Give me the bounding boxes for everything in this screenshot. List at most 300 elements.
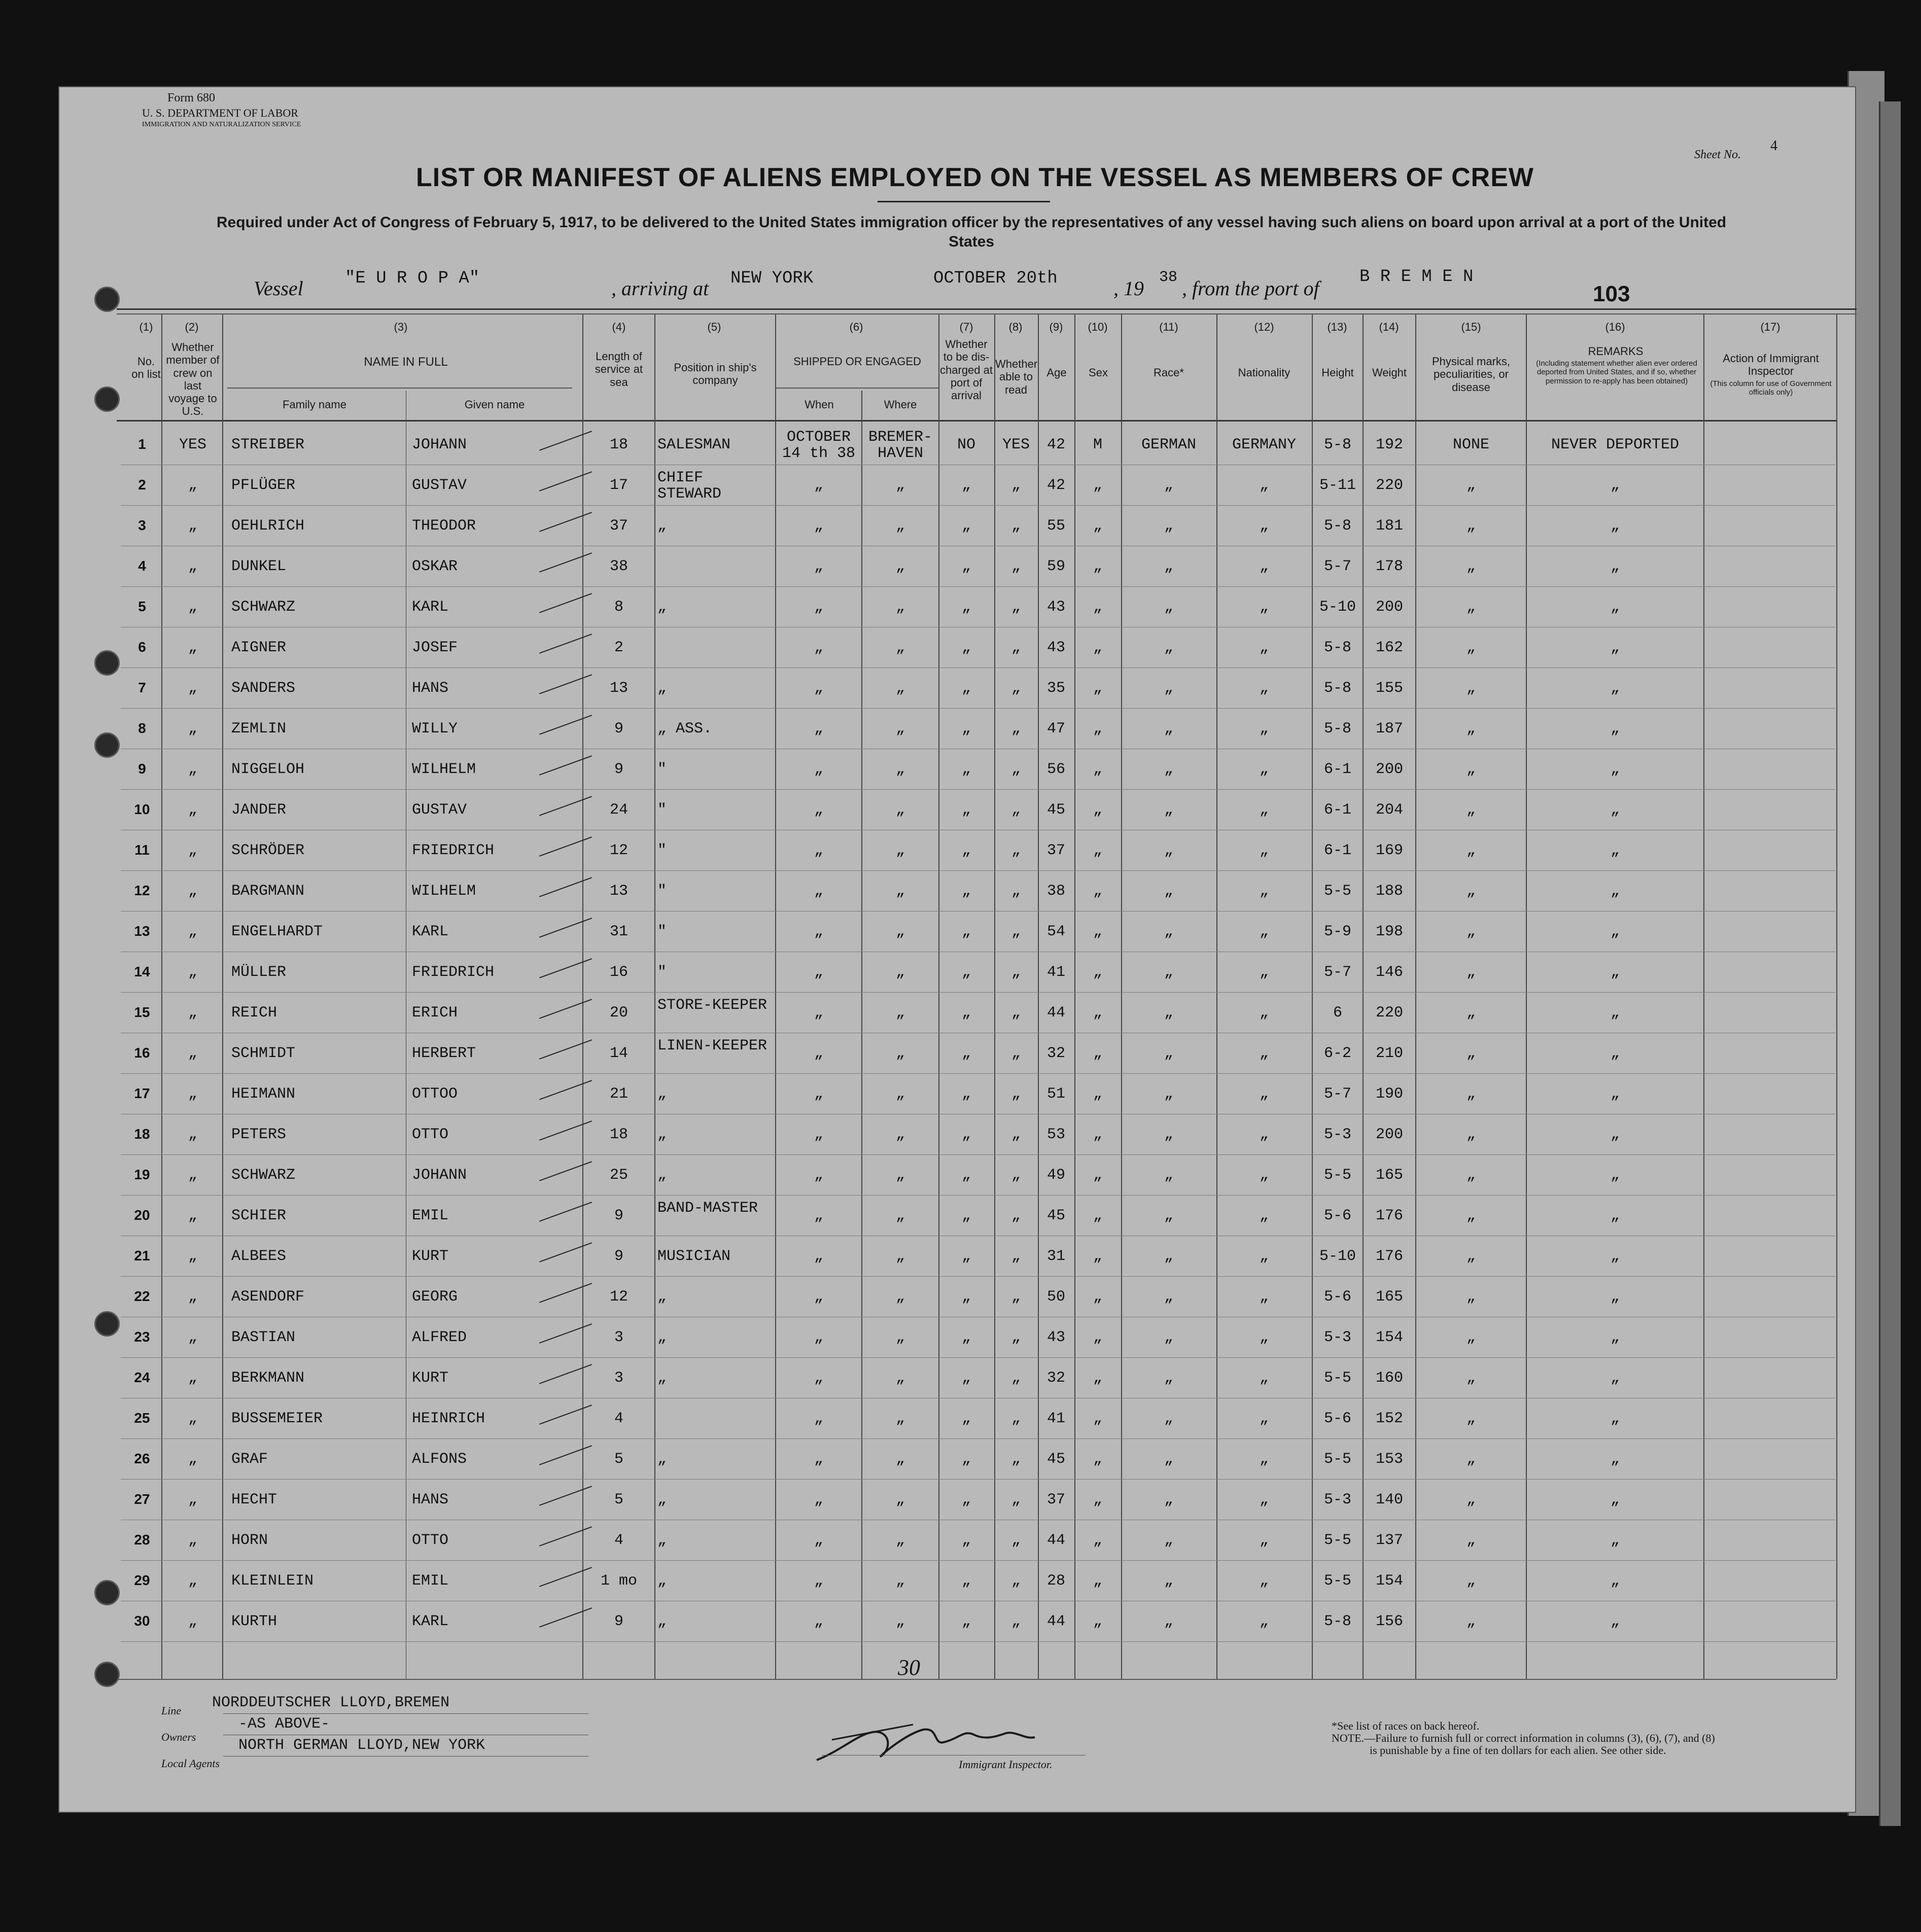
cell-read: „ xyxy=(1011,1288,1021,1306)
cell-physical: „ xyxy=(1466,1410,1476,1427)
cell-when: „ xyxy=(814,1329,823,1346)
cell-length: 16 xyxy=(609,964,628,981)
cell-read: „ xyxy=(1011,1126,1021,1143)
col-divider xyxy=(161,314,162,1679)
row-rule xyxy=(121,789,1835,790)
cell-height: 5-3 xyxy=(1323,1491,1351,1508)
cell-position: MUSICIAN xyxy=(657,1248,731,1265)
cell-nationality: „ xyxy=(1259,923,1269,940)
cell-when: „ xyxy=(814,1167,823,1184)
cell-length: 9 xyxy=(614,1248,623,1265)
cell-race: „ xyxy=(1164,1167,1173,1184)
note-fine-2: is punishable by a fine of ten dollars for each alien. See other side. xyxy=(1370,1744,1666,1757)
cell-where: „ xyxy=(895,1288,905,1306)
cell-crew: „ xyxy=(188,1126,197,1143)
title-rule xyxy=(878,201,1050,202)
cell-read: „ xyxy=(1011,720,1021,737)
cell-when: „ xyxy=(814,1126,823,1143)
cell-length: 13 xyxy=(609,883,628,900)
cell-physical: „ xyxy=(1466,558,1476,575)
cell-remarks: NEVER DEPORTED xyxy=(1551,436,1680,453)
cell-where: „ xyxy=(895,1451,905,1468)
header-no: No. on list xyxy=(131,355,161,381)
cell-discharge: „ xyxy=(961,1207,971,1224)
cell-crew: „ xyxy=(188,1451,197,1468)
cell-family: SCHIER xyxy=(231,1207,287,1224)
sheet-number: 4 xyxy=(1770,138,1777,154)
cell-position: „ xyxy=(657,1288,667,1306)
cell-family: SCHWARZ xyxy=(231,599,296,616)
cell-given: GEORG xyxy=(412,1288,458,1306)
cell-read: „ xyxy=(1011,1045,1021,1062)
cell-remarks: „ xyxy=(1610,964,1620,981)
cell-where: „ xyxy=(895,1045,905,1062)
cell-remarks: „ xyxy=(1610,1491,1620,1508)
cell-position: " xyxy=(657,842,667,859)
cell-age: 41 xyxy=(1046,1410,1065,1427)
cell-crew: „ xyxy=(188,680,197,697)
cell-when: „ xyxy=(814,1491,823,1508)
cell-height: 5-7 xyxy=(1323,964,1351,981)
cell-age: 56 xyxy=(1046,761,1065,778)
header-when: When xyxy=(805,398,834,411)
cell-when: „ xyxy=(814,1288,823,1306)
page-number: 103 xyxy=(1593,282,1630,306)
cell-height: 5-5 xyxy=(1323,1572,1351,1590)
cell-sex: „ xyxy=(1093,801,1102,819)
cell-when: „ xyxy=(814,761,823,778)
cell-race: „ xyxy=(1164,558,1173,575)
cell-read: YES xyxy=(1002,436,1030,453)
cell-physical: „ xyxy=(1466,1167,1476,1184)
cell-age: 45 xyxy=(1046,1207,1065,1224)
cell-no: 17 xyxy=(134,1085,150,1101)
vessel-name: "E U R O P A" xyxy=(345,269,480,288)
cell-age: 51 xyxy=(1046,1085,1065,1103)
cell-where: BREMER-HAVEN xyxy=(868,429,933,462)
cell-where: „ xyxy=(895,964,905,981)
cell-length: 9 xyxy=(614,720,623,737)
cell-remarks: „ xyxy=(1610,1045,1620,1062)
cell-read: „ xyxy=(1011,1491,1021,1508)
cell-length: 9 xyxy=(614,1207,623,1224)
col-divider xyxy=(222,314,223,1679)
cell-no: 5 xyxy=(138,599,146,614)
cell-given: HERBERT xyxy=(412,1045,476,1062)
cell-given: HEINRICH xyxy=(412,1410,485,1427)
cell-discharge: „ xyxy=(961,477,971,494)
cell-no: 15 xyxy=(134,1004,150,1020)
cell-length: 17 xyxy=(609,477,628,494)
cell-where: „ xyxy=(895,517,905,535)
cell-family: STREIBER xyxy=(231,436,305,453)
col-divider xyxy=(938,314,939,1679)
cell-nationality: „ xyxy=(1259,639,1269,656)
cell-where: „ xyxy=(895,1532,905,1549)
note-races: *See list of races on back hereof. xyxy=(1332,1719,1480,1732)
cell-where: „ xyxy=(895,1207,905,1224)
cell-read: „ xyxy=(1011,558,1021,575)
cell-height: 5-6 xyxy=(1323,1410,1351,1427)
cell-weight: 178 xyxy=(1375,558,1403,575)
header-action-note: (This column for use of Government officials only) xyxy=(1710,379,1832,397)
cell-sex: „ xyxy=(1093,1410,1102,1427)
cell-race: „ xyxy=(1164,1004,1173,1022)
arrival-port: NEW YORK xyxy=(730,269,814,288)
cell-no: 16 xyxy=(134,1045,150,1061)
header-sex: Sex xyxy=(1089,366,1108,379)
col-num: (3) xyxy=(394,321,408,333)
cell-weight: 146 xyxy=(1375,964,1403,981)
binder-hole xyxy=(94,732,120,758)
cell-position: LINEN-KEEPER xyxy=(657,1037,767,1055)
cell-physical: „ xyxy=(1466,883,1476,900)
cell-no: 6 xyxy=(138,639,146,655)
cell-family: BERKMANN xyxy=(231,1369,305,1387)
cell-weight: 204 xyxy=(1375,801,1403,819)
cell-weight: 162 xyxy=(1375,639,1403,656)
cell-remarks: „ xyxy=(1610,1572,1620,1590)
cell-weight: 210 xyxy=(1375,1045,1403,1062)
cell-given: OTTO xyxy=(412,1532,449,1549)
cell-physical: „ xyxy=(1466,599,1476,616)
cell-sex: „ xyxy=(1093,639,1102,656)
cell-remarks: „ xyxy=(1610,1288,1620,1306)
cell-height: 5-7 xyxy=(1323,558,1351,575)
cell-position: „ xyxy=(657,1451,667,1468)
agents-value: NORTH GERMAN LLOYD,NEW YORK xyxy=(238,1737,485,1754)
cell-age: 50 xyxy=(1046,1288,1065,1306)
cell-crew: „ xyxy=(188,599,197,616)
cell-physical: „ xyxy=(1466,1207,1476,1224)
cell-nationality: „ xyxy=(1259,1451,1269,1468)
cell-nationality: „ xyxy=(1259,842,1269,859)
cell-weight: 200 xyxy=(1375,1126,1403,1143)
cell-position: „ xyxy=(657,1613,667,1630)
cell-no: 11 xyxy=(134,842,150,858)
col-divider xyxy=(1312,314,1313,1679)
cell-given: GUSTAV xyxy=(412,801,467,819)
cell-physical: „ xyxy=(1466,1572,1476,1590)
cell-where: „ xyxy=(895,1004,905,1022)
cell-race: „ xyxy=(1164,1045,1173,1062)
cell-when: „ xyxy=(814,639,823,656)
cell-position: " xyxy=(657,964,667,981)
cell-no: 23 xyxy=(134,1329,150,1345)
cell-read: „ xyxy=(1011,1451,1021,1468)
cell-physical: „ xyxy=(1466,1329,1476,1346)
cell-nationality: „ xyxy=(1259,1045,1269,1062)
cell-remarks: „ xyxy=(1610,1410,1620,1427)
cell-nationality: „ xyxy=(1259,1613,1269,1630)
cell-given: OTTO xyxy=(412,1126,449,1143)
cell-discharge: „ xyxy=(961,761,971,778)
cell-when: „ xyxy=(814,1613,823,1630)
cell-remarks: „ xyxy=(1610,1369,1620,1387)
cell-discharge: „ xyxy=(961,842,971,859)
cell-age: 37 xyxy=(1046,1491,1065,1508)
header-remarks-note: (Including statement whether alien ever ordered deported from United States, and if so, whether permission to re-apply has been obtained) xyxy=(1536,359,1697,385)
header-age: Age xyxy=(1046,366,1067,379)
cell-when: „ xyxy=(814,1410,823,1427)
cell-position: SALESMAN xyxy=(657,436,731,453)
cell-length: 1 mo xyxy=(600,1572,637,1590)
cell-crew: „ xyxy=(188,1613,197,1630)
cell-remarks: „ xyxy=(1610,477,1620,494)
cell-where: „ xyxy=(895,1491,905,1508)
cell-position: „ xyxy=(657,1369,667,1387)
from-label: , from the port of xyxy=(1182,277,1319,300)
cell-physical: „ xyxy=(1466,720,1476,737)
cell-race: „ xyxy=(1164,1572,1173,1590)
cell-when: „ xyxy=(814,1369,823,1387)
cell-remarks: „ xyxy=(1610,558,1620,575)
col-num: (14) xyxy=(1379,321,1399,333)
cell-family: SCHWARZ xyxy=(231,1167,296,1184)
cell-length: 2 xyxy=(614,639,623,656)
cell-given: ALFRED xyxy=(412,1329,467,1346)
cell-when: „ xyxy=(814,1004,823,1022)
cell-sex: „ xyxy=(1093,1004,1102,1022)
cell-weight: 220 xyxy=(1375,1004,1403,1022)
cell-read: „ xyxy=(1011,1167,1021,1184)
header-bottom-rule xyxy=(117,420,1836,421)
cell-height: 5-6 xyxy=(1323,1207,1351,1224)
header-position: Position in ship's company xyxy=(674,361,757,387)
cell-length: 25 xyxy=(609,1167,628,1184)
cell-read: „ xyxy=(1011,842,1021,859)
cell-where: „ xyxy=(895,1167,905,1184)
owners-label: Owners xyxy=(161,1731,196,1743)
cell-length: 18 xyxy=(609,1126,628,1143)
cell-race: „ xyxy=(1164,1613,1173,1630)
cell-sex: „ xyxy=(1093,842,1102,859)
cell-age: 35 xyxy=(1046,680,1065,697)
cell-discharge: „ xyxy=(961,1288,971,1306)
cell-length: 14 xyxy=(609,1045,628,1062)
cell-age: 32 xyxy=(1046,1045,1065,1062)
col-num: (15) xyxy=(1461,321,1481,333)
cell-length: 13 xyxy=(609,680,628,697)
cell-race: „ xyxy=(1164,801,1173,819)
cell-discharge: „ xyxy=(961,1126,971,1143)
cell-sex: „ xyxy=(1093,1572,1102,1590)
cell-sex: „ xyxy=(1093,477,1102,494)
cell-sex: „ xyxy=(1093,964,1102,981)
cell-no: 21 xyxy=(134,1248,150,1263)
cell-weight: 176 xyxy=(1375,1248,1403,1265)
cell-race: „ xyxy=(1164,1126,1173,1143)
cell-when: „ xyxy=(814,842,823,859)
cell-given: ALFONS xyxy=(412,1451,467,1468)
cell-no: 9 xyxy=(138,761,146,777)
cell-height: 5-8 xyxy=(1323,517,1351,535)
col-divider xyxy=(775,314,776,1679)
cell-weight: 200 xyxy=(1375,599,1403,616)
cell-sex: „ xyxy=(1093,1207,1102,1224)
cell-nationality: „ xyxy=(1259,1207,1269,1224)
cell-crew: „ xyxy=(188,761,197,778)
cell-given: JOHANN xyxy=(412,436,467,453)
cell-sex: „ xyxy=(1093,1248,1102,1265)
cell-family: BUSSEMEIER xyxy=(231,1410,323,1427)
header-given: Given name xyxy=(464,398,525,411)
cell-weight: 181 xyxy=(1375,517,1403,535)
cell-position: BAND-MASTER xyxy=(657,1200,758,1217)
cell-height: 5-8 xyxy=(1323,1613,1351,1630)
cell-race: „ xyxy=(1164,1207,1173,1224)
cell-crew: „ xyxy=(188,1207,197,1224)
cell-no: 7 xyxy=(138,680,146,695)
page-stack-edge-back xyxy=(1879,101,1901,1826)
cell-given: OSKAR xyxy=(412,558,458,575)
cell-length: 3 xyxy=(614,1369,623,1387)
cell-sex: „ xyxy=(1093,1491,1102,1508)
cell-weight: 190 xyxy=(1375,1085,1403,1103)
cell-read: „ xyxy=(1011,1329,1021,1346)
cell-read: „ xyxy=(1011,1085,1021,1103)
row-rule xyxy=(121,1438,1835,1439)
cell-sex: „ xyxy=(1093,923,1102,940)
cell-age: 28 xyxy=(1046,1572,1065,1590)
cell-length: 20 xyxy=(609,1004,628,1022)
cell-given: EMIL xyxy=(412,1207,449,1224)
cell-read: „ xyxy=(1011,639,1021,656)
header-nationality: Nationality xyxy=(1238,366,1290,379)
cell-physical: „ xyxy=(1466,1248,1476,1265)
cell-discharge: „ xyxy=(961,1451,971,1468)
col-num: (12) xyxy=(1254,321,1274,333)
cell-discharge: „ xyxy=(961,923,971,940)
cell-position: „ xyxy=(657,599,667,616)
cell-nationality: GERMANY xyxy=(1232,436,1297,453)
cell-given: KARL xyxy=(412,923,449,940)
cell-race: „ xyxy=(1164,1532,1173,1549)
cell-crew: „ xyxy=(188,1369,197,1387)
cell-height: 5-5 xyxy=(1323,1451,1351,1468)
row-rule xyxy=(121,1479,1835,1480)
cell-height: 5-5 xyxy=(1323,883,1351,900)
cell-crew: „ xyxy=(188,801,197,819)
cell-when: „ xyxy=(814,1572,823,1590)
cell-read: „ xyxy=(1011,1613,1021,1630)
header-weight: Weight xyxy=(1372,366,1407,379)
cell-age: 43 xyxy=(1046,639,1065,656)
cell-sex: „ xyxy=(1093,1167,1102,1184)
binder-hole xyxy=(94,1662,120,1687)
col-num: (1) xyxy=(139,321,153,333)
row-rule xyxy=(121,1195,1835,1196)
cell-nationality: „ xyxy=(1259,964,1269,981)
cell-family: ALBEES xyxy=(231,1248,287,1265)
table-top-rule-2 xyxy=(117,313,1857,314)
header-where: Where xyxy=(884,398,917,411)
cell-position: „ xyxy=(657,1491,667,1508)
cell-physical: „ xyxy=(1466,1613,1476,1630)
subtitle: Required under Act of Congress of February 5, 1917, to be delivered to the United States immigration officer by the representatives of any vessel having such aliens on board upon arrival at a port of the United States xyxy=(216,214,1727,250)
cell-weight: 220 xyxy=(1375,477,1403,494)
cell-given: KARL xyxy=(412,599,449,616)
cell-when: OCTOBER 14 th 38 xyxy=(782,429,856,462)
cell-position: STORE-KEEPER xyxy=(657,997,767,1014)
cell-read: „ xyxy=(1011,1004,1021,1022)
cell-age: 44 xyxy=(1046,1613,1065,1630)
cell-nationality: „ xyxy=(1259,1532,1269,1549)
cell-when: „ xyxy=(814,680,823,697)
cell-weight: 187 xyxy=(1375,720,1403,737)
cell-nationality: „ xyxy=(1259,680,1269,697)
cell-discharge: „ xyxy=(961,558,971,575)
cell-race: „ xyxy=(1164,720,1173,737)
cell-when: „ xyxy=(814,1248,823,1265)
cell-family: HORN xyxy=(231,1532,268,1549)
header-race: Race* xyxy=(1154,366,1184,379)
cell-given: OTTOO xyxy=(412,1085,458,1103)
row-rule xyxy=(121,992,1835,993)
cell-remarks: „ xyxy=(1610,1004,1620,1022)
cell-family: JANDER xyxy=(231,801,287,819)
cell-family: NIGGELOH xyxy=(231,761,305,778)
cell-sex: „ xyxy=(1093,1288,1102,1306)
cell-length: 4 xyxy=(614,1532,623,1549)
row-rule xyxy=(121,1073,1835,1074)
cell-discharge: „ xyxy=(961,1329,971,1346)
cell-nationality: „ xyxy=(1259,1491,1269,1508)
cell-crew: „ xyxy=(188,1288,197,1306)
cell-read: „ xyxy=(1011,1572,1021,1590)
cell-remarks: „ xyxy=(1610,1613,1620,1630)
cell-family: KLEINLEIN xyxy=(231,1572,314,1590)
inspector-label: Immigrant Inspector. xyxy=(959,1758,1053,1771)
cell-family: OEHLRICH xyxy=(231,517,305,535)
cell-where: „ xyxy=(895,1613,905,1630)
col-num: (5) xyxy=(707,321,721,333)
cell-no: 26 xyxy=(134,1451,150,1466)
cell-no: 13 xyxy=(134,923,150,939)
cell-discharge: „ xyxy=(961,1532,971,1549)
col-num: (7) xyxy=(959,321,973,333)
cell-crew: „ xyxy=(188,1532,197,1549)
cell-age: 44 xyxy=(1046,1532,1065,1549)
col-divider xyxy=(1703,314,1704,1679)
cell-where: „ xyxy=(895,1410,905,1427)
cell-race: „ xyxy=(1164,517,1173,535)
cell-physical: „ xyxy=(1466,639,1476,656)
cell-when: „ xyxy=(814,1207,823,1224)
cell-race: „ xyxy=(1164,1288,1173,1306)
header-height: Height xyxy=(1321,366,1354,379)
cell-nationality: „ xyxy=(1259,1126,1269,1143)
cell-length: 5 xyxy=(614,1491,623,1508)
arrival-date: OCTOBER 20th xyxy=(933,269,1058,288)
cell-position: " xyxy=(657,761,667,778)
header-name: NAME IN FULL xyxy=(364,355,448,369)
cell-nationality: „ xyxy=(1259,1329,1269,1346)
cell-read: „ xyxy=(1011,599,1021,616)
cell-race: „ xyxy=(1164,964,1173,981)
cell-remarks: „ xyxy=(1610,1126,1620,1143)
cell-position: „ xyxy=(657,1085,667,1103)
cell-discharge: „ xyxy=(961,1613,971,1630)
cell-race: „ xyxy=(1164,1085,1173,1103)
cell-height: 5-7 xyxy=(1323,1085,1351,1103)
cell-no: 8 xyxy=(138,720,146,736)
cell-no: 14 xyxy=(134,964,150,979)
cell-race: „ xyxy=(1164,1491,1173,1508)
cell-sex: „ xyxy=(1093,1126,1102,1143)
cell-physical: „ xyxy=(1466,964,1476,981)
cell-read: „ xyxy=(1011,680,1021,697)
